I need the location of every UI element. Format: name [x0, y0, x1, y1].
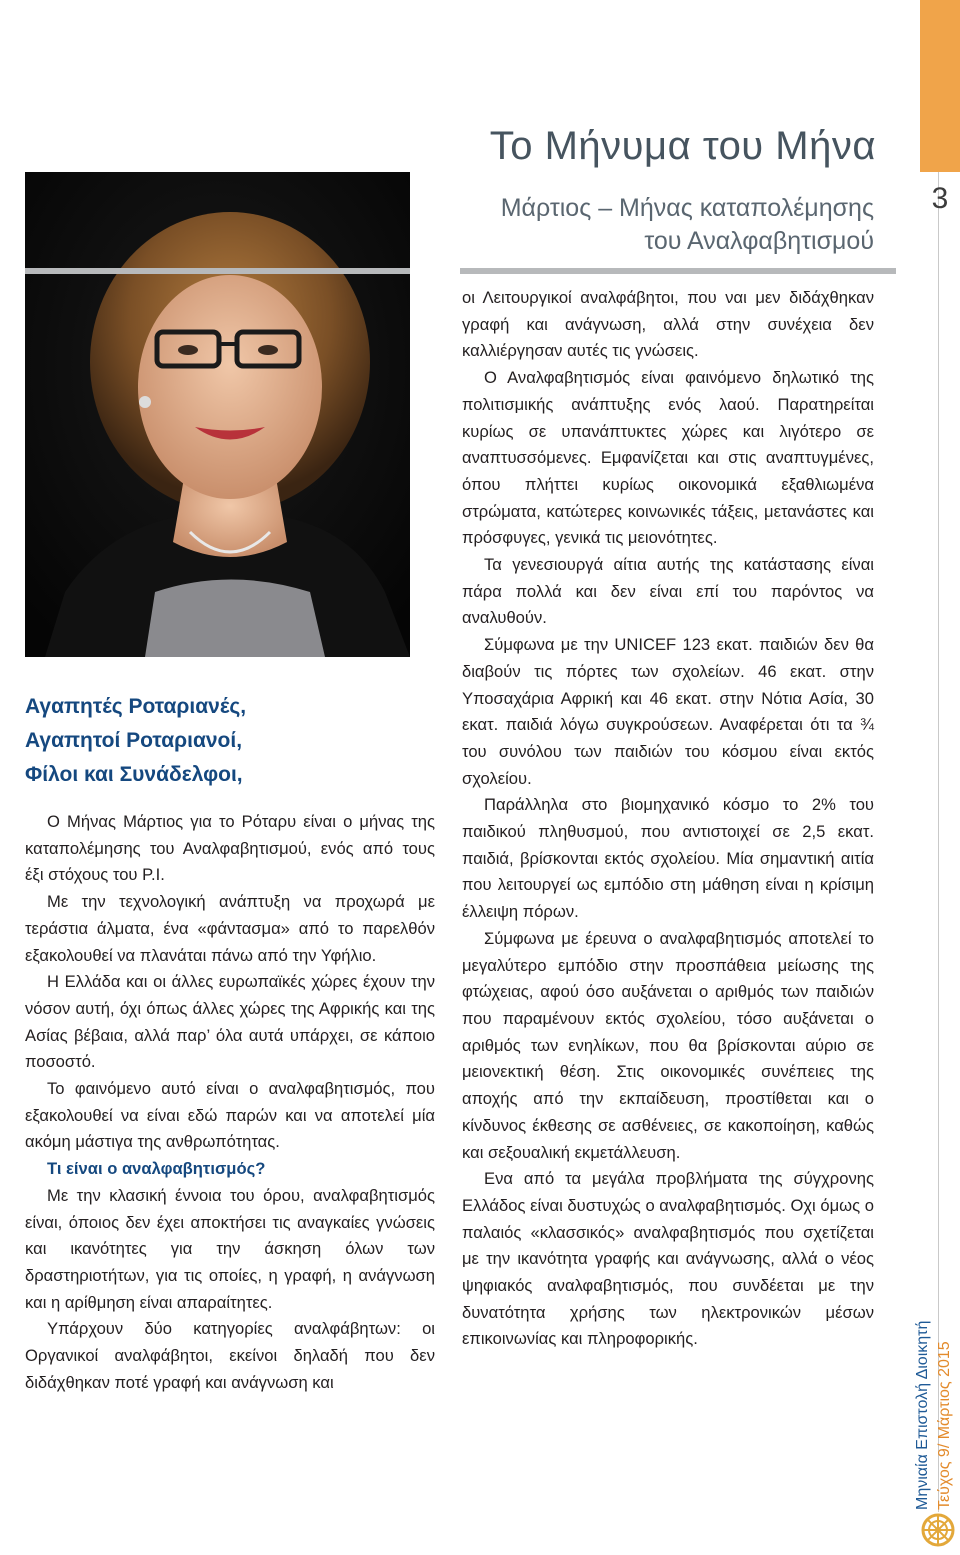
paragraph: Τα γενεσιουργά αίτια αυτής της κατάστασης είναι πάρα πολλά και δεν είναι επί του παρόντος να αναλυθούν.	[462, 555, 874, 628]
publication-name: Μηνιαία Επιστολή Διοικητή	[914, 1320, 931, 1510]
paragraph: οι Λειτουργικοί αναλφάβητοι, που ναι μεν διδάχθηκαν γραφή και ανάγνωση, αλλά στην συνέχεια δεν καλλιέργησαν αυτές τις γνώσεις.	[462, 288, 874, 361]
paragraph: Με την κλασική έννοια του όρου, αναλφαβητισμός είναι, όποιος δεν έχει αποκτήσει τις αναγκαίες γνώσεις και ικανότητες για την άσκηση όλων των δραστηριοτήτων, για τις οποίες, η γραφή, η ανάγνωση και η αρίθμηση είναι απαραίτητες.	[25, 1185, 435, 1312]
paragraph: Ενα από τα μεγάλα προβλήματα της σύγχρονης Ελλάδος είναι δυστυχώς ο αναλφαβητισμός. Οχι όμως ο παλαιός «κλασσικός» αναλφαβητισμός που σχετίζεται με την ικανότητα γραφής και ανάγνωσης, αλλά ο νέος ψηφιακός αναλφαβητισμός, που συνδέεται με την δυνατότητα χρήσης των ηλεκτρονικών μέσων επικοινωνίας και πληροφορικής.	[462, 1169, 874, 1349]
greeting-line-2: Αγαπητοί Ροταριανοί,	[25, 729, 243, 752]
paragraph: Σύμφωνα με την UNICEF 123 εκατ. παιδιών δεν θα διαβούν τις πόρτες των σχολείων. 46 εκατ. στην Υποσαχάρια Αφρική και 46 εκατ. στην Νότια Ασία, 30 εκατ. παιδιά λόγω συγκρούσεων. Αναφέρεται ότι τα ¾ του συνόλου των παιδιών του κόσμου είναι εκτός σχολείου.	[462, 635, 874, 788]
paragraph: Με την τεχνολογική ανάπτυξη να προχωρά με τεράστια άλματα, ένα «φάντασμα» από το παρελθόν εξακολουθεί να πλανάται πάνω από την Υφήλιο.	[25, 892, 435, 965]
paragraph: Υπάρχουν δύο κατηγορίες αναλφάβητων: οι Οργανικοί αναλφάβητοι, εκείνοι δηλαδή που δεν διδάχθηκαν ποτέ γραφή και ανάγνωση και	[25, 1319, 435, 1392]
page-tab	[920, 0, 960, 172]
greeting-line-1: Αγαπητές Ροταριανές,	[25, 695, 247, 718]
page-number: 3	[931, 182, 949, 215]
left-column	[25, 809, 435, 1396]
paragraph: Το φαινόμενο αυτό είναι ο αναλφαβητισμός, που εξακολουθεί να είναι εδώ παρών και να αποτελεί μία ακόμη μάστιγα της ανθρωπότητας.	[25, 1079, 435, 1152]
issue-label: Τεύχος 9/ Μάρτιος 2015	[936, 1341, 953, 1510]
section-heading: Τι είναι ο αναλφαβητισμός?	[47, 1159, 266, 1179]
paragraph: Ο Αναλφαβητισμός είναι φαινόμενο δηλωτικό της πολιτισμικής ανάπτυξης ενός λαού. Παρατηρείται κυρίως σε υπανάπτυκτες χώρες και λιγότερο σε αναπτυσσόμενες. Εμφανίζεται και στις αναπτυγμένες, όπου πλήττει κυρίως οικονομικά εξαθλιωμένα στρώματα, κατώτερες κοινωνικές τάξεις, μετανάστες και πρόσφυγες, γενικά τις μειονότητες.	[462, 368, 874, 548]
paragraph: Σύμφωνα με έρευνα ο αναλφαβητισμός αποτελεί το μεγαλύτερο εμπόδιο στην προσπάθεια μείωσης της φτώχειας, αφού όσο αυξάνεται ο αριθμός των παιδιών που παραμένουν εκτός σχολείου, τόσο αυξάνεται ο αριθμός των ενηλίκων, που θα βρίσκονται αύριο σε μειονεκτική θέση. Στις οικονομικές συνέπειες της αποχής από την εκπαίδευση, προστίθεται και ο κίνδυνος έκθεσης σε ασθένειες, σε κακοποίηση, καθώς και σεξουαλική εκμετάλλευση.	[462, 928, 874, 1162]
subtitle-line-1: Μάρτιος – Μήνας καταπολέμησης	[500, 194, 874, 222]
paragraph: Η Ελλάδα και οι άλλες ευρωπαϊκές χώρες έχουν την νόσον αυτή, όχι όπως άλλες χώρες της Αφρικής και της Ασίας βέβαια, αλλά παρ’ όλα αυτά υπάρχει, σε κάποιο ποσοστό.	[25, 972, 435, 1072]
subtitle-line-2: του Αναλφαβητισμού	[644, 227, 874, 255]
right-column	[462, 285, 874, 1353]
greeting	[25, 690, 435, 792]
rotary-wheel-icon	[921, 1513, 955, 1547]
portrait-photo	[25, 172, 410, 657]
paragraph: Παράλληλα στο βιομηχανικό κόσμο το 2% του παιδικού πληθυσμού, που αντιστοιχεί σε 2,5 εκατ. παιδιά, βρίσκονται εκτός σχολείου. Μία σημαντική αιτία που λειτουργεί ως εμπόδιο στη μάθηση είναι η κρίσιμη έλλειψη πόρων.	[462, 795, 874, 922]
side-publication-label	[912, 1290, 960, 1510]
greeting-line-3: Φίλοι και Συνάδελφοι,	[25, 763, 243, 786]
paragraph: Ο Μήνας Μάρτιος για το Ρόταρυ είναι ο μήνας της καταπολέμησης του Αναλφαβητισμού, ενός από τους έξι στόχους του Ρ.Ι.	[25, 812, 435, 885]
page-subtitle	[430, 192, 874, 258]
page-title: Το Μήνυμα του Μήνα	[489, 124, 876, 168]
header-rule	[25, 268, 896, 274]
